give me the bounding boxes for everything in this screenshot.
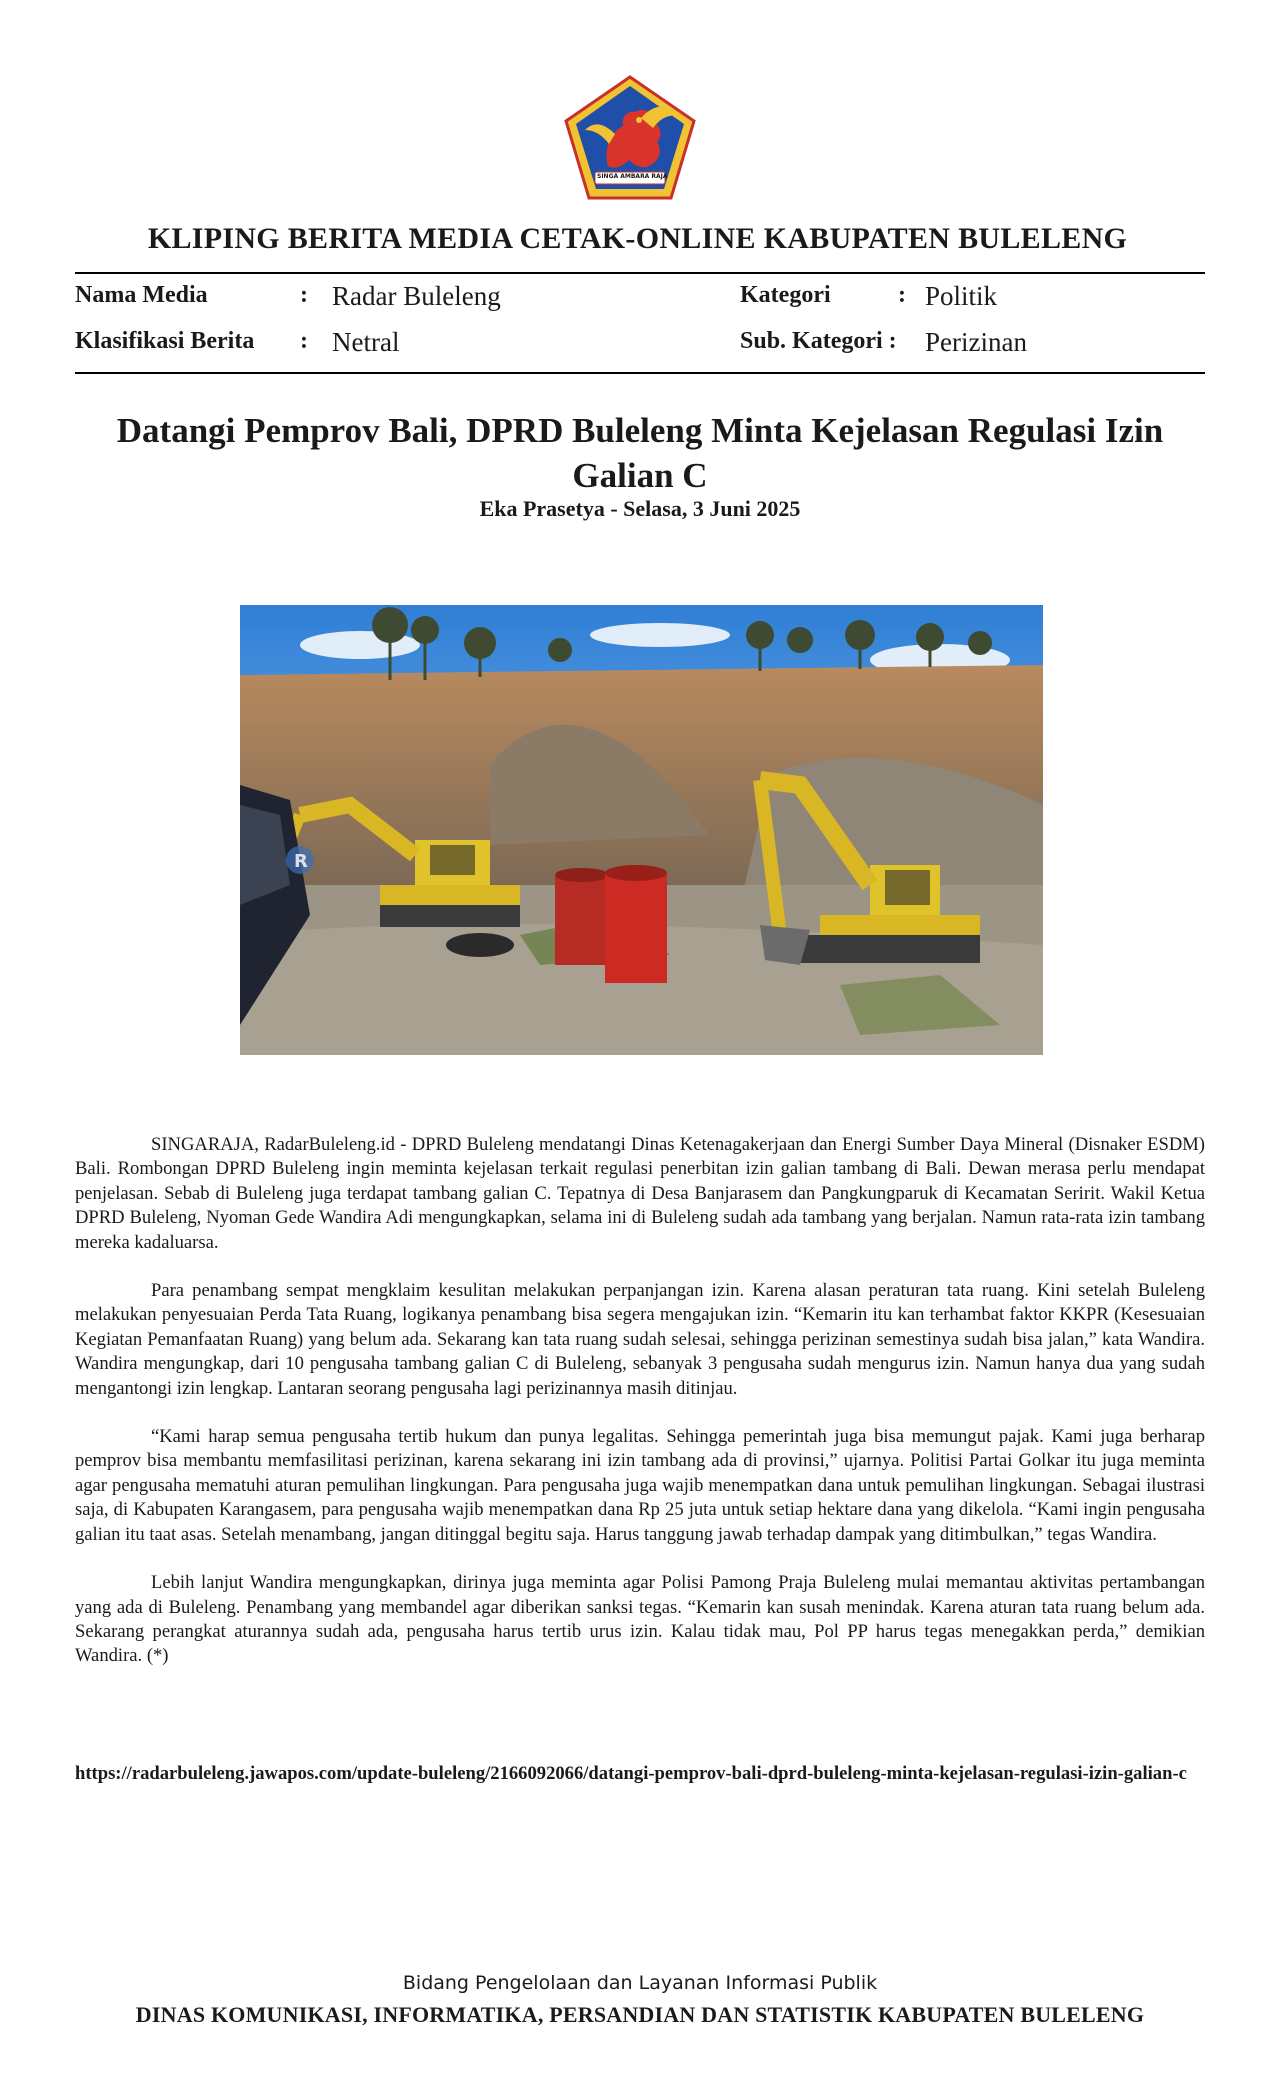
- article-paragraph: Lebih lanjut Wandira mengungkapkan, dirinya juga meminta agar Polisi Pamong Praja Buleleng mulai memantau aktivitas pertambangan yang ada di Buleleng. Penambang yang membandel agar diberikan sanksi tegas. “Kemarin kan susah menindak. Karena aturan tata ruang belum ada. Sekarang perangkat aturannya sudah ada, pengusaha harus tertib urus izin. Kalau tidak mau, Pol PP harus tegas menegakkan perda,” demikian Wandira. (*): [75, 1572, 1205, 1667]
- header-top-divider: [75, 272, 1205, 274]
- article-paragraph: SINGARAJA, RadarBuleleng.id - DPRD Buleleng mendatangi Dinas Ketenagakerjaan dan Energi Sumber Daya Mineral (Disnaker ESDM) Bali. Rombongan DPRD Buleleng ingin meminta kejelasan terkait regulasi penerbitan izin galian tambang di Bali. Dewan merasa perlu mendapat penjelasan. Sebab di Buleleng juga terdapat tambang galian C. Tepatnya di Desa Banjarasem dan Pangkungparuk di Kecamatan Seririt. Wakil Ketua DPRD Buleleng, Nyoman Gede Wandira Adi mengungkapkan, selama ini di Buleleng sudah ada tambang yang berjalan. Namun rata-rata izin tambang mereka kadaluarsa.: [75, 1134, 1205, 1253]
- media-colon: :: [300, 282, 308, 308]
- klasifikasi-label: Klasifikasi Berita: [75, 328, 255, 354]
- article-photo: [240, 605, 1043, 1055]
- header-bottom-divider: [75, 372, 1205, 374]
- sub-kategori-value: Perizinan: [925, 327, 1027, 357]
- article-title: Datangi Pemprov Bali, DPRD Buleleng Minta Kejelasan Regulasi Izin Galian C: [116, 411, 1164, 495]
- kategori-colon: :: [898, 282, 906, 308]
- source-url-link[interactable]: https://radarbuleleng.jawapos.com/update-buleleng/2166092066/datangi-pemprov-bali-dprd-buleleng-minta-kejelasan-regulasi-izin-galian-c: [75, 1763, 1187, 1784]
- photo-watermark: R: [294, 851, 308, 872]
- footer-division: Bidang Pengelolaan dan Layanan Informasi Publik: [402, 1972, 878, 1994]
- logo-text: SINGA AMBARA RAJA: [597, 173, 668, 180]
- media-value: Radar Buleleng: [332, 281, 501, 311]
- kategori-label: Kategori: [740, 282, 831, 308]
- article-paragraph: Para penambang sempat mengklaim kesulitan melakukan perpanjangan izin. Karena alasan peraturan tata ruang. Kini setelah Buleleng melakukan penyesuaian Perda Tata Ruang, logikanya penambang bisa segera mengajukan izin. “Kemarin itu kan terhambat faktor KKPR (Kesesuaian Kegiatan Pemanfaatan Ruang) yang belum ada. Sekarang kan tata ruang sudah selesai, sehingga perizinan semestinya sudah bisa jalan,” kata Wandira. Wandira mengungkap, dari 10 pengusaha tambang galian C di Buleleng, sebanyak 3 pengusaha sudah mengurus izin. Namun hanya dua yang sudah mengantongi izin lengkap. Lantaran seorang pengusaha lagi perizinannya masih ditinjau.: [75, 1280, 1205, 1399]
- article-byline: Eka Prasetya - Selasa, 3 Juni 2025: [479, 496, 801, 521]
- kategori-value: Politik: [925, 281, 998, 311]
- footer-agency: DINAS KOMUNIKASI, INFORMATIKA, PERSANDIAN DAN STATISTIK KABUPATEN BULELENG: [135, 2002, 1145, 2027]
- media-label: Nama Media: [75, 282, 208, 308]
- article-paragraph: “Kami harap semua pengusaha tertib hukum dan punya legalitas. Sehingga pemerintah juga bisa memungut pajak. Kami juga berharap pemprov bisa membantu memfasilitasi perizinan, karena sekarang ini izin tambang ada di provinsi,” ujarnya. Politisi Partai Golkar itu juga meminta agar pengusaha mematuhi aturan pemulihan lingkungan. Para pengusaha juga wajib menempatkan dana untuk pemulihan lingkungan. Sebagai ilustrasi saja, di Kabupaten Karangasem, para pengusaha wajib menempatkan dana Rp 25 juta untuk setiap hektare dana yang dikelola. “Kami ingin pengusaha galian itu taat asas. Setelah menambang, jangan ditinggal begitu saja. Harus tanggung jawab terhadap dampak yang ditimbulkan,” tegas Wandira.: [75, 1426, 1205, 1545]
- singa-ambara-raja-crest-icon: [563, 74, 697, 201]
- sub-kategori-label: Sub. Kategori :: [740, 328, 897, 354]
- klasifikasi-value: Netral: [332, 327, 400, 357]
- article-body: [75, 1133, 1205, 1693]
- clipping-header-title: KLIPING BERITA MEDIA CETAK-ONLINE KABUPATEN BULELENG: [147, 222, 1128, 255]
- klasifikasi-colon: :: [300, 328, 308, 354]
